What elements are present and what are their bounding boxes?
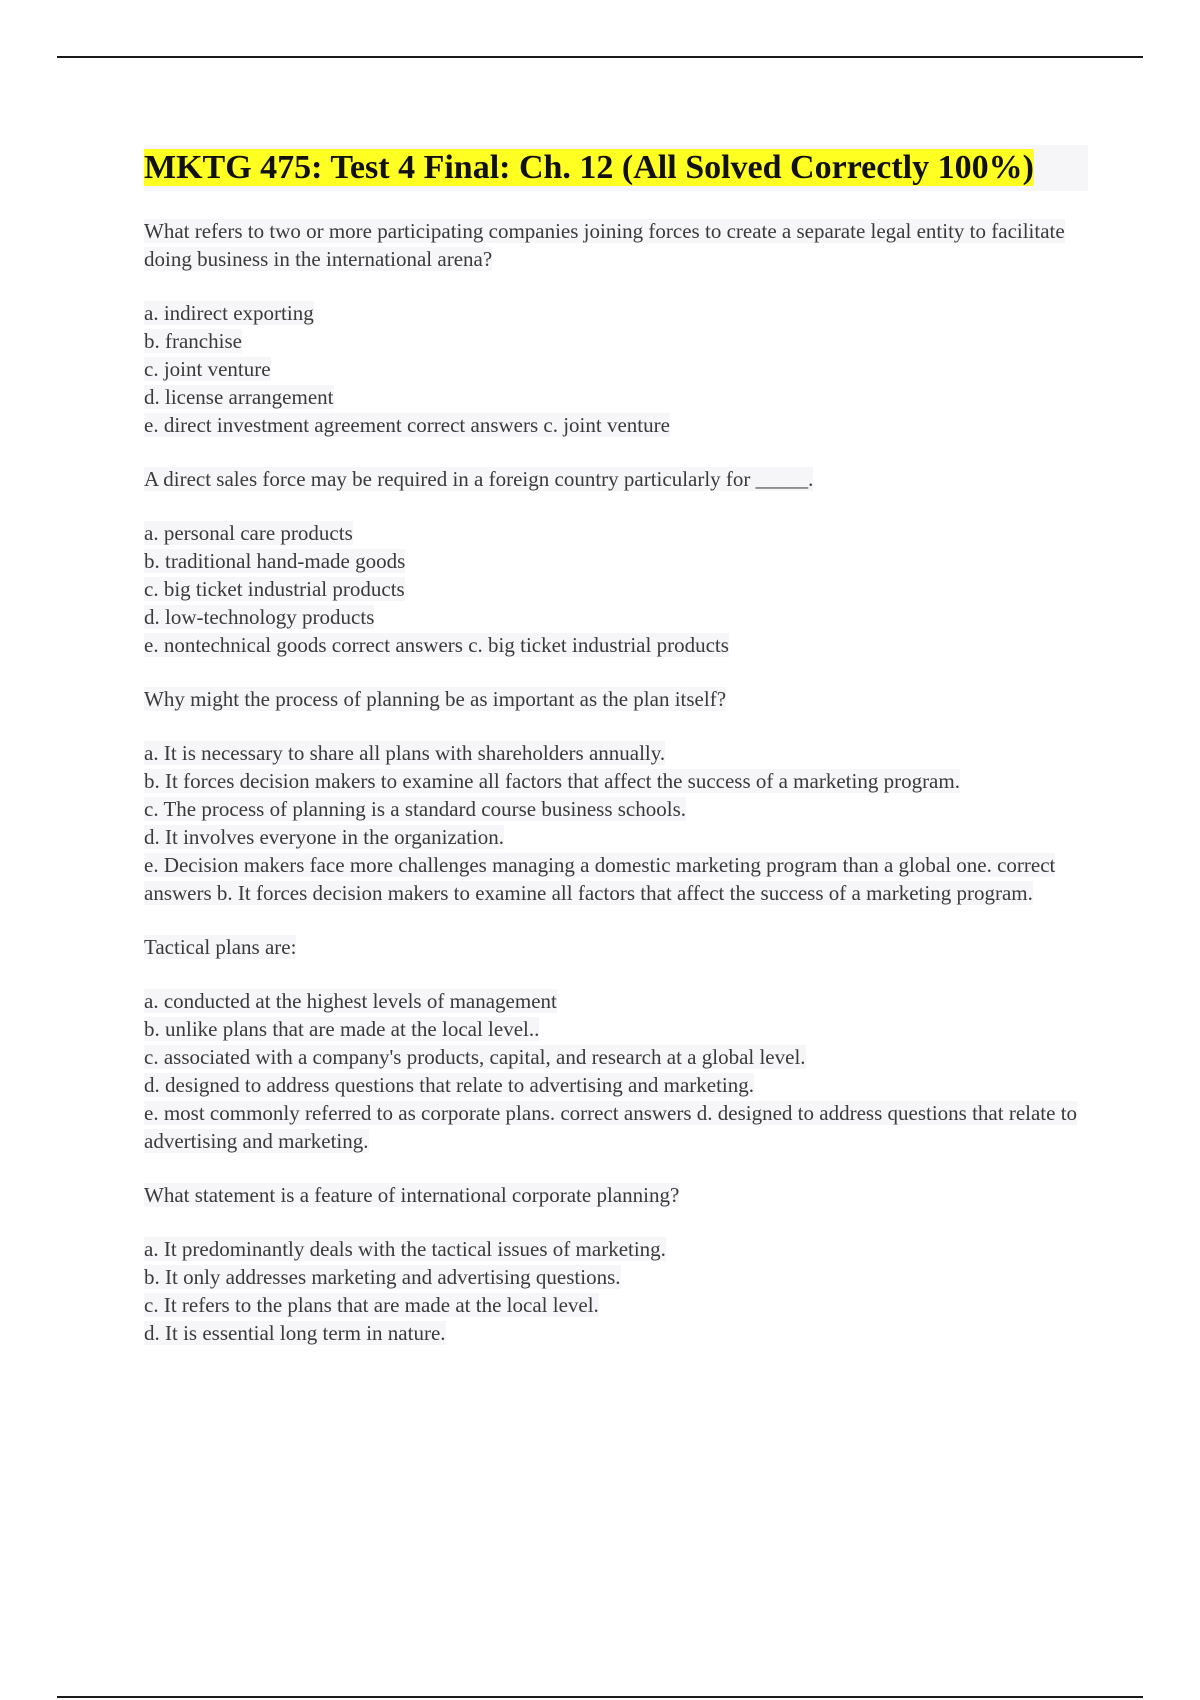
question-text-span: A direct sales force may be required in a foreign country particularly for _____. — [144, 467, 814, 491]
answer-option-text: a. personal care products — [144, 521, 353, 545]
question-text — [144, 1181, 1088, 1209]
answer-option-text: a. indirect exporting — [144, 301, 314, 325]
question-block-5 — [144, 1181, 1088, 1347]
answer-option — [144, 299, 1088, 327]
answer-option — [144, 767, 1088, 795]
answer-option-text: c. The process of planning is a standard course business schools. — [144, 797, 687, 821]
answer-option-text: b. franchise — [144, 329, 242, 353]
answer-option — [144, 987, 1088, 1015]
answer-option-text: d. license arrangement — [144, 385, 334, 409]
answer-option-text: a. It is necessary to share all plans with shareholders annually. — [144, 741, 666, 765]
question-block-4 — [144, 933, 1088, 1155]
question-block-2 — [144, 465, 1088, 659]
question-text — [144, 933, 1088, 961]
answer-option-text: b. It forces decision makers to examine all factors that affect the success of a marketing program. — [144, 769, 960, 793]
document-title — [144, 147, 1088, 189]
answer-option-text: c. joint venture — [144, 357, 271, 381]
title-highlight: MKTG 475: Test 4 Final: Ch. 12 (All Solved Correctly 100%) — [144, 149, 1034, 186]
answer-option — [144, 795, 1088, 823]
answer-option — [144, 851, 1088, 907]
answer-option-text: c. It refers to the plans that are made at the local level. — [144, 1293, 599, 1317]
question-text-span: Tactical plans are: — [144, 935, 297, 959]
question-block-3 — [144, 685, 1088, 907]
question-block-1 — [144, 217, 1088, 439]
answer-options — [144, 987, 1088, 1155]
question-text-span: Why might the process of planning be as important as the plan itself? — [144, 687, 727, 711]
question-text-span: What refers to two or more participating companies joining forces to create a separate legal entity to facilitate doing business in the international arena? — [144, 219, 1065, 271]
answer-option — [144, 631, 1088, 659]
answer-options — [144, 299, 1088, 439]
answer-option — [144, 1071, 1088, 1099]
answer-option-text: e. direct investment agreement correct answers c. joint venture — [144, 413, 670, 437]
question-text-span: What statement is a feature of international corporate planning? — [144, 1183, 680, 1207]
answer-option — [144, 355, 1088, 383]
answer-option-text: a. It predominantly deals with the tactical issues of marketing. — [144, 1237, 666, 1261]
answer-option — [144, 603, 1088, 631]
question-text — [144, 217, 1088, 273]
answer-option-text: c. big ticket industrial products — [144, 577, 405, 601]
answer-option-text: c. associated with a company's products, capital, and research at a global level. — [144, 1045, 806, 1069]
answer-option-text: b. It only addresses marketing and advertising questions. — [144, 1265, 621, 1289]
answer-option-text: b. unlike plans that are made at the local level.. — [144, 1017, 540, 1041]
answer-option — [144, 1263, 1088, 1291]
top-rule — [57, 56, 1143, 58]
answer-option — [144, 1235, 1088, 1263]
bottom-rule — [57, 1696, 1143, 1698]
answer-option — [144, 1043, 1088, 1071]
answer-option-text: a. conducted at the highest levels of management — [144, 989, 557, 1013]
answer-option — [144, 1319, 1088, 1347]
answer-option — [144, 327, 1088, 355]
answer-option — [144, 547, 1088, 575]
answer-option — [144, 823, 1088, 851]
answer-option-text: d. It involves everyone in the organization. — [144, 825, 505, 849]
answer-option — [144, 575, 1088, 603]
answer-option-text: b. traditional hand-made goods — [144, 549, 406, 573]
answer-option — [144, 1015, 1088, 1043]
answer-option-text: d. It is essential long term in nature. — [144, 1321, 446, 1345]
question-text — [144, 685, 1088, 713]
answer-option — [144, 383, 1088, 411]
answer-option-text: e. nontechnical goods correct answers c. big ticket industrial products — [144, 633, 729, 657]
answer-option — [144, 411, 1088, 439]
answer-option-text: d. low-technology products — [144, 605, 375, 629]
answer-options — [144, 519, 1088, 659]
document-body — [144, 145, 1088, 1373]
title-block — [144, 145, 1088, 191]
answer-option-text: e. most commonly referred to as corporate plans. correct answers d. designed to address questions that relate to advertising and marketing. — [144, 1101, 1078, 1153]
answer-option — [144, 1291, 1088, 1319]
answer-option — [144, 519, 1088, 547]
answer-option-text: d. designed to address questions that relate to advertising and marketing. — [144, 1073, 755, 1097]
question-text — [144, 465, 1088, 493]
answer-option — [144, 739, 1088, 767]
answer-options — [144, 1235, 1088, 1347]
answer-option-text: e. Decision makers face more challenges managing a domestic marketing program than a global one. correct answers b. It forces decision makers to examine all factors that affect the success of a marketing program. — [144, 853, 1056, 905]
answer-options — [144, 739, 1088, 907]
answer-option — [144, 1099, 1088, 1155]
